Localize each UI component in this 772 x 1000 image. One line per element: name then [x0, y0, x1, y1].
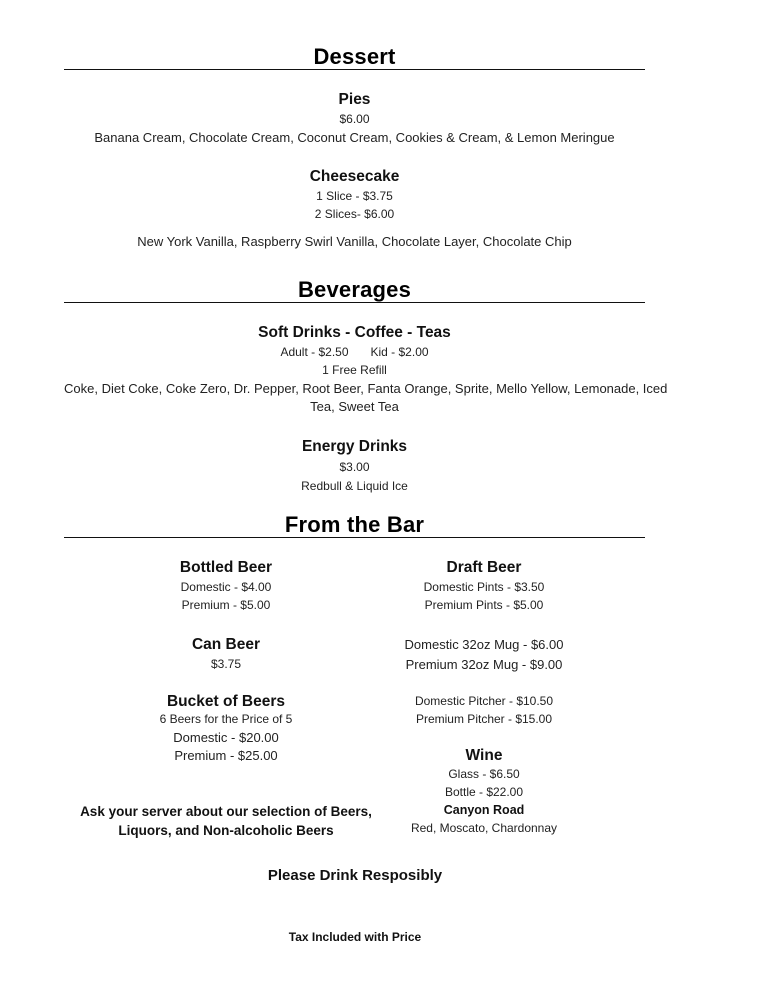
wine-glass-price: Glass - $6.50: [448, 767, 520, 781]
item-title-energy-drinks: Energy Drinks: [301, 438, 408, 455]
ask-server-note: [66, 802, 386, 840]
draft-premium-pints: Premium Pints - $5.00: [424, 598, 544, 612]
wine-bottle-price: Bottle - $22.00: [444, 785, 524, 799]
energy-drinks-options: Redbull & Liquid Ice: [301, 479, 408, 493]
bucket-domestic: Domestic - $20.00: [173, 730, 279, 745]
cheesecake-flavors: New York Vanilla, Raspberry Swirl Vanilla, Chocolate Layer, Chocolate Chip: [137, 234, 572, 249]
cheesecake-price-1: 1 Slice - $3.75: [316, 189, 393, 203]
pies-flavors: Banana Cream, Chocolate Cream, Coconut Cream, Cookies & Cream, & Lemon Meringue: [94, 130, 615, 145]
bottled-beer-premium: Premium - $5.00: [181, 598, 271, 612]
soft-drinks-options-line1: Coke, Diet Coke, Coke Zero, Dr. Pepper, Root Beer, Fanta Orange, Sprite, Mello Yellow, Lemonade, Iced: [64, 381, 668, 396]
section-divider-beverages: [64, 302, 645, 303]
pies-price: $6.00: [339, 112, 370, 126]
bucket-premium: Premium - $25.00: [174, 748, 278, 763]
draft-domestic-pitcher: Domestic Pitcher - $10.50: [414, 694, 554, 708]
draft-premium-pitcher: Premium Pitcher - $15.00: [415, 712, 553, 726]
ask-server-line2: Liquors, and Non-alcoholic Beers: [118, 823, 334, 838]
section-title-bar: From the Bar: [284, 512, 425, 537]
adult-price: Adult - $2.50: [280, 345, 349, 359]
draft-premium-mug: Premium 32oz Mug - $9.00: [405, 657, 563, 672]
section-title-beverages: Beverages: [297, 277, 412, 302]
item-title-wine: Wine: [465, 747, 503, 764]
bucket-deal: 6 Beers for the Price of 5: [159, 712, 293, 726]
item-title-can-beer: Can Beer: [191, 636, 261, 653]
item-title-cheesecake: Cheesecake: [309, 168, 400, 185]
drink-responsibly-notice: Please Drink Resposibly: [267, 867, 443, 884]
section-divider-dessert: [64, 69, 645, 70]
can-beer-price: $3.75: [210, 657, 242, 671]
section-title-dessert: Dessert: [313, 44, 396, 69]
bottled-beer-domestic: Domestic - $4.00: [180, 580, 272, 594]
item-title-bottled-beer: Bottled Beer: [179, 559, 273, 576]
cheesecake-price-2: 2 Slices- $6.00: [314, 207, 395, 221]
item-title-bucket: Bucket of Beers: [166, 693, 285, 710]
item-title-draft-beer: Draft Beer: [446, 559, 522, 576]
energy-drinks-price: $3.00: [339, 460, 370, 474]
wine-brand: Canyon Road: [443, 803, 525, 817]
tax-notice: Tax Included with Price: [288, 930, 422, 944]
soft-drinks-refill: 1 Free Refill: [322, 363, 387, 377]
wine-varieties: Red, Moscato, Chardonnay: [410, 821, 558, 835]
item-title-pies: Pies: [338, 91, 371, 108]
section-divider-bar: [64, 537, 645, 538]
kid-price: Kid - $2.00: [370, 345, 429, 359]
item-title-soft-drinks: Soft Drinks - Coffee - Teas: [258, 324, 451, 341]
draft-domestic-mug: Domestic 32oz Mug - $6.00: [404, 637, 564, 652]
draft-domestic-pints: Domestic Pints - $3.50: [423, 580, 545, 594]
soft-drinks-prices: [64, 345, 645, 359]
soft-drinks-options-line2: Tea, Sweet Tea: [310, 399, 399, 414]
ask-server-line1: Ask your server about our selection of Beers,: [80, 804, 372, 819]
